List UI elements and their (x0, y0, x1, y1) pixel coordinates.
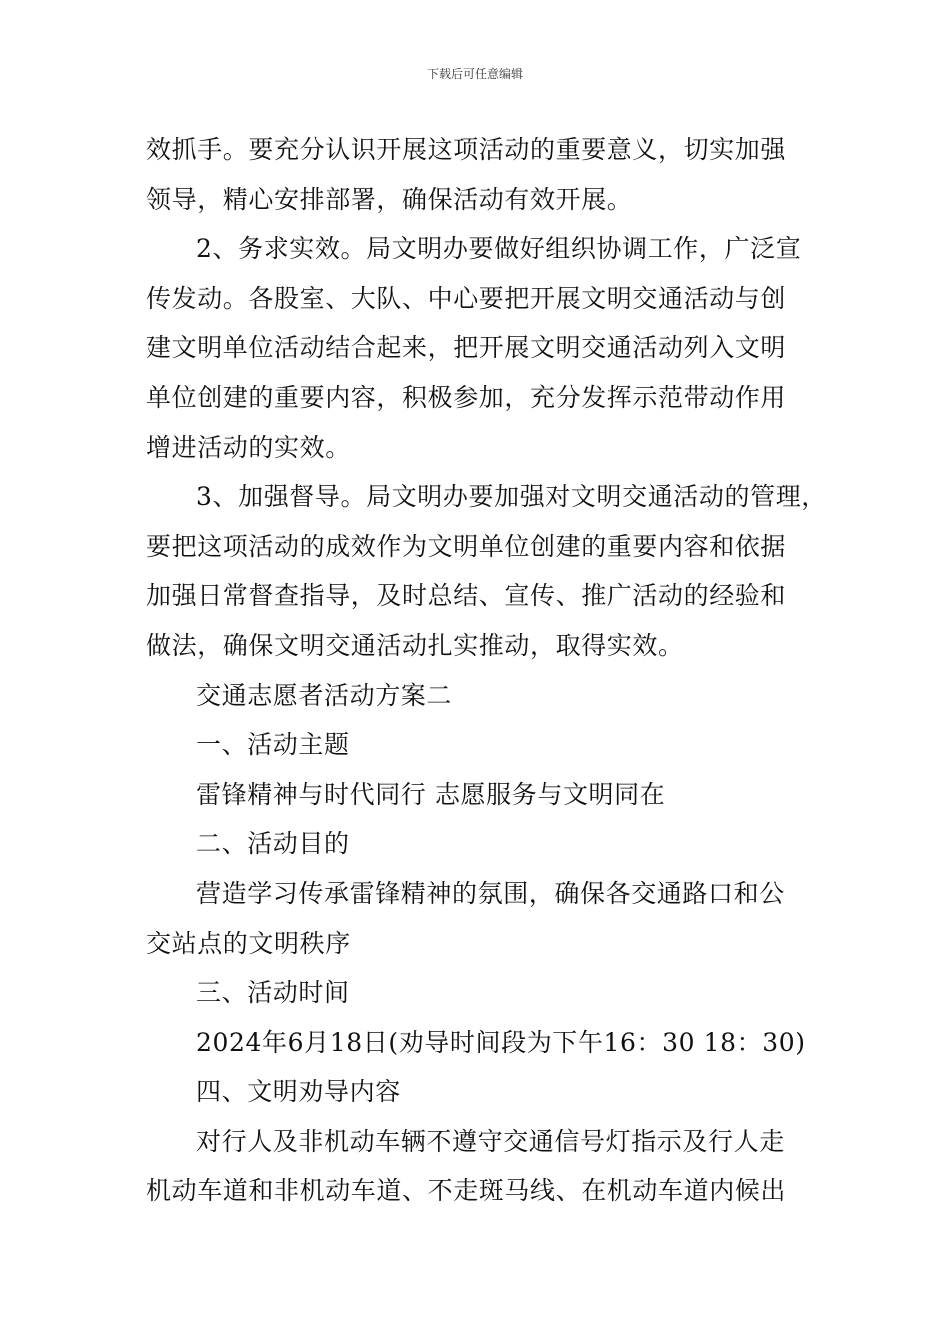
page-header: 下载后可任意编辑 (426, 67, 523, 81)
paragraph-line: 做法，确保文明交通活动扎实推动，取得实效。 (146, 630, 684, 660)
paragraph-line: 增进活动的实效。 (146, 432, 351, 462)
paragraph-line: 交站点的文明秩序 (146, 928, 351, 958)
paragraph-line: 机动车道和非机动车道、不走斑马线、在机动车道内候出 (146, 1176, 787, 1206)
paragraph-line: 建文明单位活动结合起来，把开展文明交通活动列入文明 (146, 333, 787, 363)
paragraph-line: 传发动。各股室、大队、中心要把开展文明交通活动与创 (146, 283, 787, 313)
section-title: 交通志愿者活动方案二 (196, 680, 453, 710)
paragraph-line: 雷锋精神与时代同行 志愿服务与文明同在 (196, 779, 666, 809)
paragraph-line: 领导，精心安排部署，确保活动有效开展。 (146, 184, 633, 214)
section-heading: 四、文明劝导内容 (196, 1077, 401, 1107)
paragraph-line: 对行人及非机动车辆不遵守交通信号灯指示及行人走 (196, 1126, 785, 1156)
paragraph-line: 单位创建的重要内容，积极参加，充分发挥示范带动作用 (146, 382, 787, 412)
section-heading: 三、活动时间 (196, 978, 350, 1008)
paragraph-line: 2024年6月18日(劝导时间段为下午16：30 18：30) (196, 1027, 806, 1057)
paragraph-line: 2、务求实效。局文明办要做好组织协调工作，广泛宣 (196, 234, 802, 264)
document-body (146, 125, 827, 1216)
section-heading: 二、活动目的 (196, 829, 350, 859)
paragraph-line: 加强日常督查指导，及时总结、宣传、推广活动的经验和 (146, 581, 787, 611)
paragraph-line: 要把这项活动的成效作为文明单位创建的重要内容和依据 (146, 531, 787, 561)
paragraph-line: 3、加强督导。局文明办要加强对文明交通活动的管理， (196, 482, 827, 512)
paragraph-line: 营造学习传承雷锋精神的氛围，确保各交通路口和公 (196, 878, 785, 908)
section-heading: 一、活动主题 (196, 730, 350, 760)
paragraph-line: 效抓手。要充分认识开展这项活动的重要意义，切实加强 (146, 135, 787, 164)
